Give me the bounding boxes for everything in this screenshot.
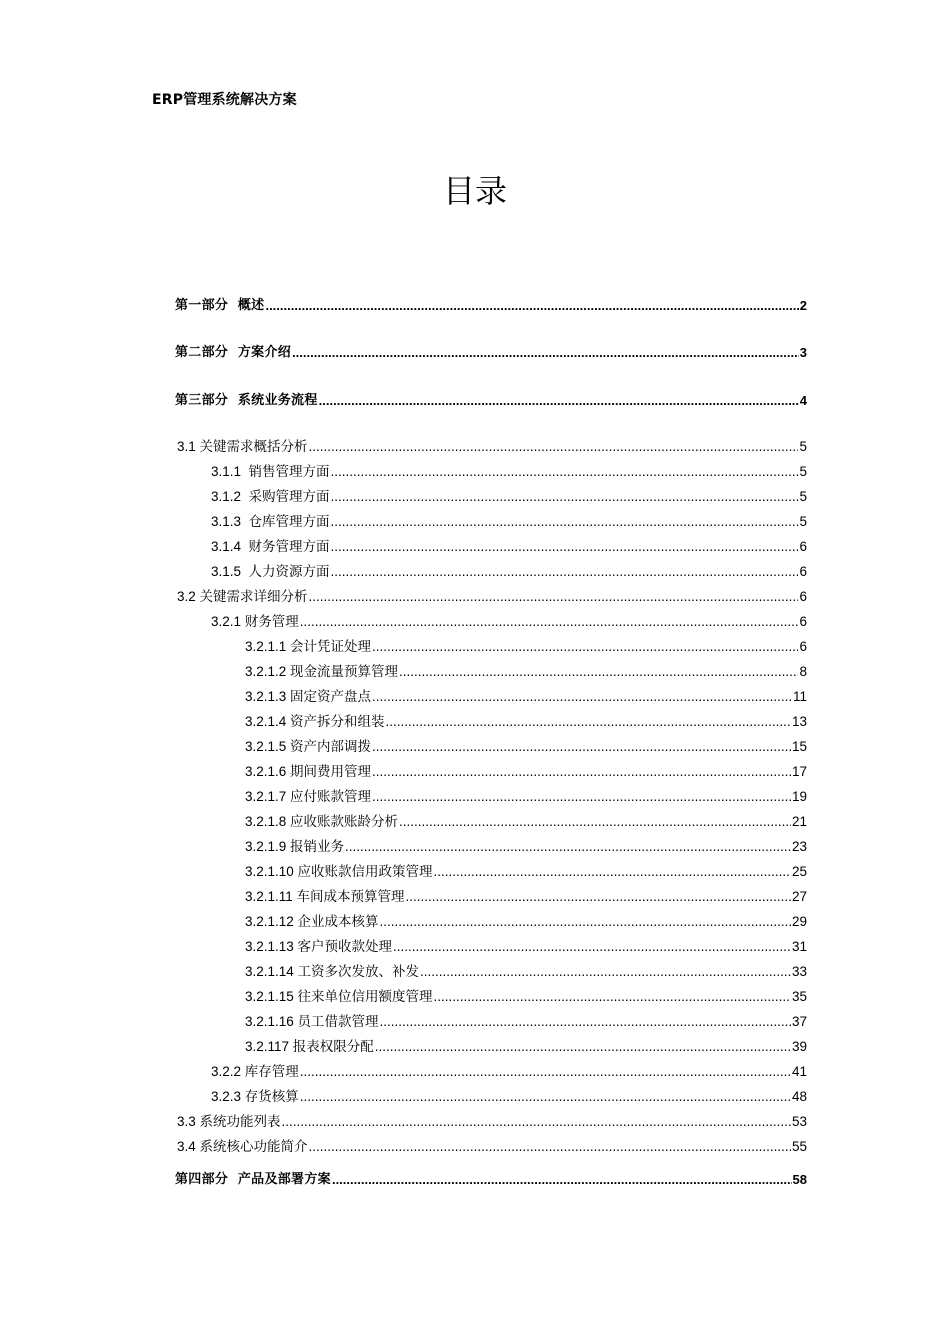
toc-page-number: 5 xyxy=(799,439,807,454)
toc-page-number: 5 xyxy=(799,464,807,479)
toc-entry-label xyxy=(245,662,398,682)
toc-entry-label xyxy=(245,762,371,782)
toc-entry[interactable] xyxy=(245,787,807,807)
toc-page-number: 8 xyxy=(799,664,807,679)
toc-entry-text: 库存管理 xyxy=(244,1064,299,1080)
toc-leader-dots xyxy=(393,937,791,957)
toc-entry-text: 关键需求概括分析 xyxy=(199,439,308,455)
toc-entry[interactable] xyxy=(211,1087,807,1107)
toc-leader-dots xyxy=(332,1170,792,1190)
toc-entry-label xyxy=(245,1012,379,1032)
toc-entry[interactable] xyxy=(245,912,807,932)
toc-entry-text: 系统功能列表 xyxy=(199,1114,281,1130)
toc-leader-dots xyxy=(372,637,798,657)
toc-entry-label xyxy=(245,837,344,857)
toc-entry[interactable] xyxy=(245,762,807,782)
toc-entry-label xyxy=(175,1170,331,1190)
toc-entry-label xyxy=(211,512,330,532)
toc-entry-label xyxy=(245,987,433,1007)
toc-leader-dots xyxy=(372,737,791,757)
toc-entry[interactable] xyxy=(211,487,807,507)
toc-entry-number: 3.2.1.4 xyxy=(245,714,291,729)
toc-entry-label xyxy=(211,1087,299,1107)
toc-entry[interactable] xyxy=(245,987,807,1007)
document-header: ERP管理系统解决方案 xyxy=(152,92,297,108)
toc-page-number: 25 xyxy=(791,864,807,879)
toc-entry-label xyxy=(177,437,308,457)
toc-entry[interactable] xyxy=(245,1037,807,1057)
toc-entry-text: 资产内部调拨 xyxy=(290,739,372,755)
toc-entry-text: 人力资源方面 xyxy=(248,564,330,580)
toc-entry-text: 工资多次发放、补发 xyxy=(297,964,420,980)
toc-page-number: 27 xyxy=(791,889,807,904)
toc-entry[interactable] xyxy=(211,612,807,632)
toc-entry[interactable] xyxy=(245,1012,807,1032)
toc-entry-text: 存货核算 xyxy=(244,1089,299,1105)
toc-page-number: 53 xyxy=(791,1114,807,1129)
toc-entry-label xyxy=(245,737,371,757)
toc-page-number: 55 xyxy=(791,1139,807,1154)
toc-entry-number: 3.3 xyxy=(177,1114,200,1129)
toc-leader-dots xyxy=(380,1012,791,1032)
toc-page-number: 58 xyxy=(792,1172,807,1187)
toc-entry-text: 期间费用管理 xyxy=(290,764,372,780)
toc-page-number: 35 xyxy=(791,989,807,1004)
toc-entry[interactable] xyxy=(211,537,807,557)
toc-entry-label xyxy=(211,462,330,482)
toc-page-number: 31 xyxy=(791,939,807,954)
toc-entry-text: 第二部分 方案介绍 xyxy=(175,345,292,360)
toc-entry-text: 员工借款管理 xyxy=(297,1014,379,1030)
toc-page-number: 13 xyxy=(791,714,807,729)
toc-page-number: 15 xyxy=(791,739,807,754)
toc-entry-number: 3.2.117 xyxy=(245,1039,293,1054)
toc-leader-dots xyxy=(434,862,791,882)
toc-entry-number: 3.2.1.5 xyxy=(245,739,291,754)
toc-entry-number: 3.2.1.7 xyxy=(245,789,291,804)
toc-entry-number: 3.1 xyxy=(177,439,200,454)
toc-page-number: 3 xyxy=(799,345,807,360)
toc-entry-number: 3.2 xyxy=(177,589,200,604)
toc-entry-number: 3.2.1.1 xyxy=(245,639,291,654)
toc-entry-number: 3.1.1 xyxy=(211,464,249,479)
toc-entry-text: 采购管理方面 xyxy=(248,489,330,505)
toc-part-entry[interactable] xyxy=(175,391,807,411)
toc-entry-number: 3.2.1.6 xyxy=(245,764,291,779)
toc-page-number: 5 xyxy=(799,514,807,529)
toc-entry[interactable] xyxy=(245,962,807,982)
toc-page-number: 6 xyxy=(799,614,807,629)
toc-leader-dots xyxy=(406,887,791,907)
toc-entry-number: 3.2.1.14 xyxy=(245,964,298,979)
toc-entry-number: 3.2.1.3 xyxy=(245,689,291,704)
toc-page-number: 48 xyxy=(791,1089,807,1104)
toc-page-number: 23 xyxy=(791,839,807,854)
toc-page-number: 39 xyxy=(791,1039,807,1054)
toc-title: 目录 xyxy=(442,172,507,210)
toc-entry-label xyxy=(211,487,330,507)
toc-entry-number: 3.2.1.2 xyxy=(245,664,291,679)
toc-entry-label xyxy=(245,962,419,982)
toc-leader-dots xyxy=(399,812,791,832)
toc-entry-number: 3.1.3 xyxy=(211,514,249,529)
toc-entry-number: 3.2.1.13 xyxy=(245,939,298,954)
toc-page-number: 17 xyxy=(791,764,807,779)
toc-entry-label xyxy=(175,343,291,363)
toc-entry[interactable] xyxy=(211,512,807,532)
toc-leader-dots xyxy=(375,1037,791,1057)
toc-leader-dots xyxy=(309,587,799,607)
toc-entry[interactable] xyxy=(177,587,807,607)
toc-leader-dots xyxy=(331,487,799,507)
toc-entry[interactable] xyxy=(245,737,807,757)
toc-leader-dots xyxy=(300,1062,791,1082)
toc-leader-dots xyxy=(380,912,791,932)
toc-leader-dots xyxy=(300,612,799,632)
toc-entry-label xyxy=(211,562,330,582)
toc-entry-text: 往来单位信用额度管理 xyxy=(297,989,433,1005)
toc-entry-label xyxy=(177,1137,308,1157)
toc-leader-dots xyxy=(372,687,792,707)
toc-leader-dots xyxy=(331,512,799,532)
toc-entry-text: 财务管理 xyxy=(244,614,299,630)
toc-leader-dots xyxy=(265,296,798,316)
toc-entry-label xyxy=(245,937,392,957)
toc-entry-number: 3.2.1.8 xyxy=(245,814,291,829)
toc-entry-number: 3.1.4 xyxy=(211,539,249,554)
toc-entry-number: 3.2.1.12 xyxy=(245,914,298,929)
toc-entry-text: 仓库管理方面 xyxy=(248,514,330,530)
toc-leader-dots xyxy=(345,837,791,857)
toc-entry-text: 财务管理方面 xyxy=(248,539,330,555)
toc-leader-dots xyxy=(319,391,799,411)
toc-entry-number: 3.2.1.11 xyxy=(245,889,297,904)
toc-entry-text: 报销业务 xyxy=(290,839,345,855)
toc-entry[interactable] xyxy=(245,712,807,732)
toc-entry-label xyxy=(245,812,398,832)
toc-entry-label xyxy=(245,787,371,807)
toc-page-number: 29 xyxy=(791,914,807,929)
toc-leader-dots xyxy=(282,1112,791,1132)
toc-entry[interactable] xyxy=(245,812,807,832)
toc-entry-text: 报表权限分配 xyxy=(292,1039,374,1055)
toc-entry-label xyxy=(245,887,405,907)
toc-entry[interactable] xyxy=(245,887,807,907)
toc-entry-text: 客户预收款处理 xyxy=(297,939,393,955)
toc-entry-number: 3.2.1.16 xyxy=(245,1014,298,1029)
toc-page-number: 11 xyxy=(792,689,807,704)
toc-leader-dots xyxy=(399,662,798,682)
toc-entry-text: 关键需求详细分析 xyxy=(199,589,308,605)
toc-entry-number: 3.1.5 xyxy=(211,564,249,579)
toc-entry[interactable] xyxy=(245,862,807,882)
toc-entry-text: 销售管理方面 xyxy=(248,464,330,480)
toc-entry-label xyxy=(177,1112,281,1132)
toc-entry[interactable] xyxy=(245,662,807,682)
toc-entry-text: 会计凭证处理 xyxy=(290,639,372,655)
toc-entry[interactable] xyxy=(245,937,807,957)
toc-leader-dots xyxy=(300,1087,791,1107)
toc-entry[interactable] xyxy=(211,462,807,482)
toc-leader-dots xyxy=(309,437,799,457)
toc-page-number: 41 xyxy=(791,1064,807,1079)
toc-page-number: 2 xyxy=(799,298,807,313)
toc-entry-label xyxy=(245,687,371,707)
toc-part-entry[interactable] xyxy=(175,343,807,363)
toc-entry-label xyxy=(211,612,299,632)
toc-entry-label xyxy=(245,712,385,732)
toc-entry-label xyxy=(175,391,318,411)
toc-entry-label xyxy=(211,1062,299,1082)
toc-entry-number: 3.2.3 xyxy=(211,1089,245,1104)
toc-page-number: 37 xyxy=(791,1014,807,1029)
toc-leader-dots xyxy=(331,562,799,582)
toc-entry-text: 应收账款信用政策管理 xyxy=(297,864,433,880)
toc-entry-text: 应付账款管理 xyxy=(290,789,372,805)
toc-page-number: 6 xyxy=(799,589,807,604)
toc-entry-label xyxy=(245,637,371,657)
toc-entry-label xyxy=(245,912,379,932)
toc-page-number: 5 xyxy=(799,489,807,504)
toc-entry-number: 3.2.1.15 xyxy=(245,989,298,1004)
toc-entry-text: 资产拆分和组装 xyxy=(290,714,385,730)
toc-entry-text: 现金流量预算管理 xyxy=(290,664,399,680)
toc-leader-dots xyxy=(292,343,799,363)
toc-page-number: 21 xyxy=(791,814,807,829)
toc-entry-text: 应收账款账龄分析 xyxy=(290,814,399,830)
toc-entry-number: 3.2.2 xyxy=(211,1064,245,1079)
toc-entry[interactable] xyxy=(245,837,807,857)
toc-entry-label xyxy=(175,296,264,316)
toc-page-number: 6 xyxy=(799,564,807,579)
toc-leader-dots xyxy=(434,987,791,1007)
toc-entry-number: 3.4 xyxy=(177,1139,200,1154)
toc-entry-number: 3.2.1.9 xyxy=(245,839,291,854)
toc-entry-text: 车间成本预算管理 xyxy=(296,889,405,905)
toc-entry-label xyxy=(245,862,433,882)
toc-page-number: 33 xyxy=(791,964,807,979)
toc-leader-dots xyxy=(372,787,791,807)
toc-leader-dots xyxy=(420,962,791,982)
toc-entry[interactable] xyxy=(211,562,807,582)
toc-page-number: 19 xyxy=(791,789,807,804)
toc-entry[interactable] xyxy=(245,687,807,707)
toc-entry-text: 第四部分 产品及部署方案 xyxy=(175,1172,331,1187)
toc-leader-dots xyxy=(372,762,791,782)
toc-entry-label xyxy=(211,537,330,557)
toc-entry-number: 3.2.1 xyxy=(211,614,245,629)
toc-leader-dots xyxy=(331,462,799,482)
toc-part-entry[interactable] xyxy=(175,296,807,316)
toc-page-number: 6 xyxy=(799,539,807,554)
toc-part-entry[interactable] xyxy=(175,1170,807,1190)
toc-page-number: 4 xyxy=(799,393,807,408)
toc-entry[interactable] xyxy=(177,1112,807,1132)
toc-entry[interactable] xyxy=(245,637,807,657)
toc-entry-text: 系统核心功能简介 xyxy=(199,1139,308,1155)
toc-entry-text: 企业成本核算 xyxy=(297,914,379,930)
toc-entry-label xyxy=(245,1037,374,1057)
toc-entry-number: 3.1.2 xyxy=(211,489,249,504)
toc-entry-label xyxy=(177,587,308,607)
toc-entry-text: 第一部分 概述 xyxy=(175,298,265,313)
toc-entry-number: 3.2.1.10 xyxy=(245,864,298,879)
toc-entry-text: 固定资产盘点 xyxy=(290,689,372,705)
toc-leader-dots xyxy=(386,712,791,732)
toc-leader-dots xyxy=(331,537,799,557)
toc-page-number: 6 xyxy=(799,639,807,654)
toc-entry[interactable] xyxy=(177,437,807,457)
toc-leader-dots xyxy=(309,1137,791,1157)
toc-entry[interactable] xyxy=(177,1137,807,1157)
toc-entry-text: 第三部分 系统业务流程 xyxy=(175,393,318,408)
toc-entry[interactable] xyxy=(211,1062,807,1082)
